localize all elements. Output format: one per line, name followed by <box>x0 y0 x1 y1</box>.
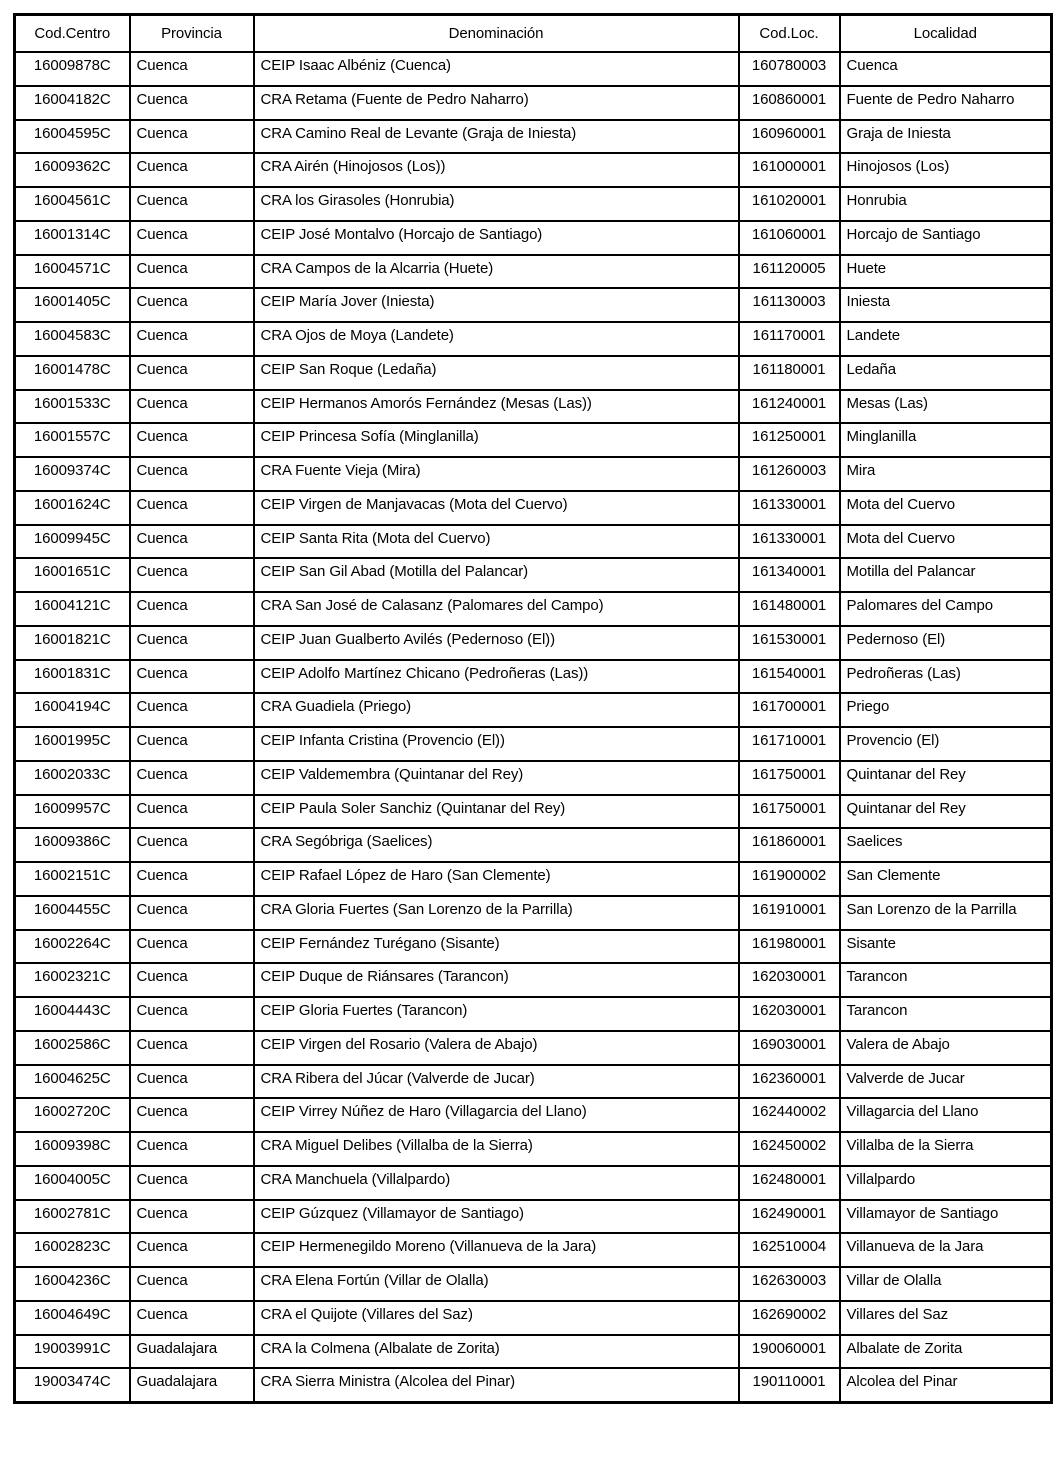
table-row <box>15 828 1052 862</box>
table-cell-cod-loc: 161170001 <box>739 322 840 356</box>
table-cell-cod-loc: 161060001 <box>739 221 840 255</box>
table-cell-localidad: Mira <box>840 457 1052 491</box>
table-cell-denominacion: CEIP José Montalvo (Horcajo de Santiago) <box>254 221 739 255</box>
table-row <box>15 288 1052 322</box>
table-cell-provincia: Cuenca <box>130 1301 254 1335</box>
table-cell-provincia: Cuenca <box>130 795 254 829</box>
table-cell-denominacion: CEIP Gloria Fuertes (Tarancon) <box>254 997 739 1031</box>
table-cell-provincia: Cuenca <box>130 86 254 120</box>
table-cell-cod-centro: 16001533C <box>15 390 130 424</box>
table-cell-cod-centro: 16001995C <box>15 727 130 761</box>
table-cell-cod-loc: 161900002 <box>739 862 840 896</box>
table-cell-denominacion: CEIP Juan Gualberto Avilés (Pedernoso (El)) <box>254 626 739 660</box>
table-cell-cod-centro: 16002321C <box>15 963 130 997</box>
table-cell-denominacion: CEIP María Jover (Iniesta) <box>254 288 739 322</box>
table-cell-provincia: Cuenca <box>130 221 254 255</box>
table-cell-cod-centro: 16009957C <box>15 795 130 829</box>
table-cell-localidad: Villares del Saz <box>840 1301 1052 1335</box>
table-cell-denominacion: CRA Fuente Vieja (Mira) <box>254 457 739 491</box>
table-row <box>15 795 1052 829</box>
table-cell-denominacion: CRA Sierra Ministra (Alcolea del Pinar) <box>254 1368 739 1402</box>
table-cell-cod-centro: 16001557C <box>15 423 130 457</box>
table-cell-localidad: Horcajo de Santiago <box>840 221 1052 255</box>
table-cell-denominacion: CEIP Infanta Cristina (Provencio (El)) <box>254 727 739 761</box>
header-row <box>15 15 1052 53</box>
table-cell-provincia: Cuenca <box>130 423 254 457</box>
table-row <box>15 491 1052 525</box>
table-cell-localidad: Pedroñeras (Las) <box>840 660 1052 694</box>
table-cell-cod-loc: 162440002 <box>739 1098 840 1132</box>
table-cell-provincia: Cuenca <box>130 963 254 997</box>
table-cell-provincia: Cuenca <box>130 997 254 1031</box>
table-cell-cod-loc: 161250001 <box>739 423 840 457</box>
table-cell-localidad: Priego <box>840 693 1052 727</box>
table-cell-provincia: Cuenca <box>130 1132 254 1166</box>
table-cell-cod-centro: 16002264C <box>15 930 130 964</box>
table-cell-localidad: Villalba de la Sierra <box>840 1132 1052 1166</box>
table-cell-cod-centro: 16004595C <box>15 120 130 154</box>
table-cell-localidad: Valverde de Jucar <box>840 1065 1052 1099</box>
table-cell-localidad: Honrubia <box>840 187 1052 221</box>
table-cell-localidad: Hinojosos (Los) <box>840 153 1052 187</box>
table-cell-denominacion: CEIP Hermanos Amorós Fernández (Mesas (Las)) <box>254 390 739 424</box>
table-cell-provincia: Cuenca <box>130 1098 254 1132</box>
table-cell-denominacion: CRA Manchuela (Villalpardo) <box>254 1166 739 1200</box>
table-cell-denominacion: CRA San José de Calasanz (Palomares del Campo) <box>254 592 739 626</box>
table-cell-cod-centro: 16004182C <box>15 86 130 120</box>
table-cell-provincia: Cuenca <box>130 457 254 491</box>
table-cell-cod-loc: 161480001 <box>739 592 840 626</box>
table-cell-cod-centro: 16002151C <box>15 862 130 896</box>
table-cell-cod-loc: 162690002 <box>739 1301 840 1335</box>
table-cell-denominacion: CRA la Colmena (Albalate de Zorita) <box>254 1335 739 1369</box>
table-cell-localidad: Graja de Iniesta <box>840 120 1052 154</box>
table-cell-localidad: Tarancon <box>840 963 1052 997</box>
table-cell-denominacion: CEIP San Roque (Ledaña) <box>254 356 739 390</box>
table-cell-denominacion: CEIP Isaac Albéniz (Cuenca) <box>254 52 739 86</box>
table-cell-cod-centro: 16001314C <box>15 221 130 255</box>
table-cell-denominacion: CEIP San Gil Abad (Motilla del Palancar) <box>254 558 739 592</box>
table-cell-localidad: Villagarcia del Llano <box>840 1098 1052 1132</box>
table-cell-denominacion: CRA Miguel Delibes (Villalba de la Sierra) <box>254 1132 739 1166</box>
schools-table <box>13 13 1053 1404</box>
column-header-provincia: Provincia <box>130 15 254 53</box>
table-cell-cod-loc: 160780003 <box>739 52 840 86</box>
column-header-denominacion: Denominación <box>254 15 739 53</box>
table-cell-localidad: Mota del Cuervo <box>840 525 1052 559</box>
table-cell-cod-centro: 16002781C <box>15 1200 130 1234</box>
table-cell-provincia: Guadalajara <box>130 1335 254 1369</box>
table-cell-denominacion: CRA Segóbriga (Saelices) <box>254 828 739 862</box>
table-row <box>15 86 1052 120</box>
table-row <box>15 525 1052 559</box>
table-cell-localidad: Villanueva de la Jara <box>840 1233 1052 1267</box>
table-cell-denominacion: CEIP Adolfo Martínez Chicano (Pedroñeras (Las)) <box>254 660 739 694</box>
table-row <box>15 1098 1052 1132</box>
table-row <box>15 221 1052 255</box>
table-cell-cod-centro: 16002586C <box>15 1031 130 1065</box>
table-cell-cod-centro: 16001821C <box>15 626 130 660</box>
table-cell-provincia: Cuenca <box>130 1065 254 1099</box>
column-header-localidad: Localidad <box>840 15 1052 53</box>
table-row <box>15 862 1052 896</box>
table-cell-cod-loc: 161530001 <box>739 626 840 660</box>
table-cell-cod-centro: 16009945C <box>15 525 130 559</box>
table-cell-cod-centro: 16004236C <box>15 1267 130 1301</box>
table-cell-provincia: Cuenca <box>130 187 254 221</box>
table-row <box>15 1200 1052 1234</box>
table-cell-cod-loc: 161540001 <box>739 660 840 694</box>
table-cell-denominacion: CEIP Paula Soler Sanchiz (Quintanar del Rey) <box>254 795 739 829</box>
table-cell-cod-centro: 16004625C <box>15 1065 130 1099</box>
table-cell-localidad: Mota del Cuervo <box>840 491 1052 525</box>
table-row <box>15 963 1052 997</box>
table-cell-cod-centro: 19003991C <box>15 1335 130 1369</box>
table-cell-provincia: Cuenca <box>130 862 254 896</box>
table-cell-denominacion: CEIP Rafael López de Haro (San Clemente) <box>254 862 739 896</box>
table-cell-provincia: Cuenca <box>130 592 254 626</box>
table-cell-localidad: Quintanar del Rey <box>840 795 1052 829</box>
table-row <box>15 997 1052 1031</box>
table-cell-cod-loc: 161910001 <box>739 896 840 930</box>
table-cell-cod-loc: 161330001 <box>739 525 840 559</box>
table-cell-cod-centro: 16004649C <box>15 1301 130 1335</box>
table-cell-provincia: Cuenca <box>130 761 254 795</box>
table-cell-cod-centro: 16009362C <box>15 153 130 187</box>
table-cell-provincia: Cuenca <box>130 1031 254 1065</box>
table-row <box>15 52 1052 86</box>
table-cell-cod-centro: 16004194C <box>15 693 130 727</box>
table-cell-localidad: Saelices <box>840 828 1052 862</box>
table-cell-denominacion: CRA Airén (Hinojosos (Los)) <box>254 153 739 187</box>
table-cell-cod-centro: 16009878C <box>15 52 130 86</box>
table-cell-denominacion: CEIP Virgen del Rosario (Valera de Abajo) <box>254 1031 739 1065</box>
table-cell-provincia: Cuenca <box>130 491 254 525</box>
table-row <box>15 390 1052 424</box>
table-row <box>15 930 1052 964</box>
table-cell-localidad: Cuenca <box>840 52 1052 86</box>
table-cell-cod-loc: 161130003 <box>739 288 840 322</box>
table-cell-localidad: Ledaña <box>840 356 1052 390</box>
table-cell-provincia: Cuenca <box>130 626 254 660</box>
table-cell-localidad: San Clemente <box>840 862 1052 896</box>
table-cell-provincia: Cuenca <box>130 1233 254 1267</box>
table-cell-provincia: Cuenca <box>130 153 254 187</box>
table-row <box>15 153 1052 187</box>
table-cell-cod-centro: 16009398C <box>15 1132 130 1166</box>
table-row <box>15 255 1052 289</box>
table-cell-denominacion: CEIP Gúzquez (Villamayor de Santiago) <box>254 1200 739 1234</box>
table-cell-cod-loc: 161700001 <box>739 693 840 727</box>
table-cell-localidad: Palomares del Campo <box>840 592 1052 626</box>
table-cell-localidad: Quintanar del Rey <box>840 761 1052 795</box>
table-cell-denominacion: CRA Camino Real de Levante (Graja de Iniesta) <box>254 120 739 154</box>
table-cell-cod-centro: 16001405C <box>15 288 130 322</box>
table-cell-provincia: Cuenca <box>130 660 254 694</box>
table-cell-localidad: Albalate de Zorita <box>840 1335 1052 1369</box>
table-cell-localidad: Landete <box>840 322 1052 356</box>
table-row <box>15 1065 1052 1099</box>
table-cell-cod-loc: 161710001 <box>739 727 840 761</box>
table-row <box>15 693 1052 727</box>
table-cell-localidad: Mesas (Las) <box>840 390 1052 424</box>
table-cell-cod-centro: 16002823C <box>15 1233 130 1267</box>
table-row <box>15 423 1052 457</box>
table-row <box>15 1368 1052 1402</box>
table-cell-cod-loc: 161120005 <box>739 255 840 289</box>
column-header-cod-centro: Cod.Centro <box>15 15 130 53</box>
table-row <box>15 761 1052 795</box>
table-cell-localidad: Provencio (El) <box>840 727 1052 761</box>
table-cell-denominacion: CRA Elena Fortún (Villar de Olalla) <box>254 1267 739 1301</box>
table-body <box>15 52 1052 1403</box>
table-row <box>15 1267 1052 1301</box>
table-cell-localidad: Iniesta <box>840 288 1052 322</box>
table-cell-localidad: Tarancon <box>840 997 1052 1031</box>
table-cell-denominacion: CRA Gloria Fuertes (San Lorenzo de la Parrilla) <box>254 896 739 930</box>
table-cell-localidad: Minglanilla <box>840 423 1052 457</box>
table-cell-denominacion: CEIP Virrey Núñez de Haro (Villagarcia del Llano) <box>254 1098 739 1132</box>
table-cell-cod-loc: 161180001 <box>739 356 840 390</box>
table-row <box>15 1031 1052 1065</box>
table-cell-provincia: Cuenca <box>130 356 254 390</box>
table-cell-denominacion: CRA Retama (Fuente de Pedro Naharro) <box>254 86 739 120</box>
table-cell-provincia: Cuenca <box>130 288 254 322</box>
table-cell-denominacion: CRA Ojos de Moya (Landete) <box>254 322 739 356</box>
table-row <box>15 896 1052 930</box>
table-cell-denominacion: CRA Guadiela (Priego) <box>254 693 739 727</box>
table-cell-cod-loc: 162450002 <box>739 1132 840 1166</box>
table-cell-localidad: Alcolea del Pinar <box>840 1368 1052 1402</box>
table-cell-provincia: Cuenca <box>130 390 254 424</box>
table-cell-provincia: Cuenca <box>130 1166 254 1200</box>
table-cell-localidad: Villalpardo <box>840 1166 1052 1200</box>
table-cell-provincia: Cuenca <box>130 120 254 154</box>
table-cell-denominacion: CEIP Valdemembra (Quintanar del Rey) <box>254 761 739 795</box>
table-cell-cod-centro: 16004571C <box>15 255 130 289</box>
table-row <box>15 1166 1052 1200</box>
table-row <box>15 1233 1052 1267</box>
table-cell-cod-loc: 162030001 <box>739 997 840 1031</box>
table-cell-cod-loc: 162360001 <box>739 1065 840 1099</box>
table-cell-denominacion: CRA los Girasoles (Honrubia) <box>254 187 739 221</box>
table-cell-provincia: Cuenca <box>130 525 254 559</box>
table-cell-provincia: Cuenca <box>130 693 254 727</box>
table-cell-cod-centro: 16004455C <box>15 896 130 930</box>
table-cell-cod-loc: 161980001 <box>739 930 840 964</box>
table-cell-cod-centro: 16009386C <box>15 828 130 862</box>
table-cell-cod-centro: 16004561C <box>15 187 130 221</box>
table-cell-cod-loc: 161750001 <box>739 761 840 795</box>
table-cell-cod-loc: 160960001 <box>739 120 840 154</box>
table-cell-localidad: Villar de Olalla <box>840 1267 1052 1301</box>
table-cell-cod-loc: 161240001 <box>739 390 840 424</box>
table-cell-cod-loc: 161340001 <box>739 558 840 592</box>
table-cell-cod-loc: 169030001 <box>739 1031 840 1065</box>
table-cell-provincia: Cuenca <box>130 322 254 356</box>
table-row <box>15 626 1052 660</box>
table-cell-cod-loc: 162480001 <box>739 1166 840 1200</box>
table-cell-denominacion: CEIP Hermenegildo Moreno (Villanueva de la Jara) <box>254 1233 739 1267</box>
table-cell-provincia: Cuenca <box>130 558 254 592</box>
table-row <box>15 660 1052 694</box>
table-cell-localidad: Villamayor de Santiago <box>840 1200 1052 1234</box>
table-row <box>15 1301 1052 1335</box>
table-cell-denominacion: CRA el Quijote (Villares del Saz) <box>254 1301 739 1335</box>
table-cell-cod-loc: 162030001 <box>739 963 840 997</box>
table-row <box>15 558 1052 592</box>
table-cell-cod-centro: 16002033C <box>15 761 130 795</box>
table-row <box>15 322 1052 356</box>
table-cell-cod-centro: 16004005C <box>15 1166 130 1200</box>
table-cell-cod-loc: 161260003 <box>739 457 840 491</box>
table-cell-localidad: Valera de Abajo <box>840 1031 1052 1065</box>
table-row <box>15 457 1052 491</box>
table-cell-localidad: Motilla del Palancar <box>840 558 1052 592</box>
table-cell-cod-centro: 16004121C <box>15 592 130 626</box>
table-cell-provincia: Cuenca <box>130 727 254 761</box>
table-cell-cod-centro: 16001478C <box>15 356 130 390</box>
table-row <box>15 1132 1052 1166</box>
table-cell-denominacion: CRA Ribera del Júcar (Valverde de Jucar) <box>254 1065 739 1099</box>
table-cell-localidad: Huete <box>840 255 1052 289</box>
table-row <box>15 727 1052 761</box>
table-cell-cod-centro: 19003474C <box>15 1368 130 1402</box>
table-cell-localidad: Fuente de Pedro Naharro <box>840 86 1052 120</box>
table-row <box>15 120 1052 154</box>
table-cell-denominacion: CEIP Princesa Sofía (Minglanilla) <box>254 423 739 457</box>
table-cell-cod-centro: 16009374C <box>15 457 130 491</box>
table-cell-denominacion: CEIP Duque de Riánsares (Tarancon) <box>254 963 739 997</box>
table-cell-denominacion: CEIP Virgen de Manjavacas (Mota del Cuervo) <box>254 491 739 525</box>
table-cell-denominacion: CEIP Santa Rita (Mota del Cuervo) <box>254 525 739 559</box>
table-cell-provincia: Cuenca <box>130 52 254 86</box>
table-cell-cod-loc: 161750001 <box>739 795 840 829</box>
table-cell-provincia: Guadalajara <box>130 1368 254 1402</box>
table-cell-provincia: Cuenca <box>130 828 254 862</box>
table-cell-cod-loc: 160860001 <box>739 86 840 120</box>
table-row <box>15 592 1052 626</box>
table-cell-cod-centro: 16001651C <box>15 558 130 592</box>
table-cell-cod-loc: 162490001 <box>739 1200 840 1234</box>
table-cell-localidad: Pedernoso (El) <box>840 626 1052 660</box>
table-cell-cod-loc: 190060001 <box>739 1335 840 1369</box>
table-cell-cod-loc: 161000001 <box>739 153 840 187</box>
table-cell-provincia: Cuenca <box>130 1200 254 1234</box>
table-cell-localidad: Sisante <box>840 930 1052 964</box>
table-cell-cod-loc: 162630003 <box>739 1267 840 1301</box>
table-cell-provincia: Cuenca <box>130 1267 254 1301</box>
table-cell-provincia: Cuenca <box>130 255 254 289</box>
table-cell-provincia: Cuenca <box>130 930 254 964</box>
column-header-cod-loc: Cod.Loc. <box>739 15 840 53</box>
table-cell-denominacion: CRA Campos de la Alcarria (Huete) <box>254 255 739 289</box>
table-cell-cod-loc: 161860001 <box>739 828 840 862</box>
table-row <box>15 356 1052 390</box>
table-cell-cod-loc: 161330001 <box>739 491 840 525</box>
table-cell-cod-loc: 162510004 <box>739 1233 840 1267</box>
table-cell-cod-centro: 16002720C <box>15 1098 130 1132</box>
table-cell-localidad: San Lorenzo de la Parrilla <box>840 896 1052 930</box>
table-cell-denominacion: CEIP Fernández Turégano (Sisante) <box>254 930 739 964</box>
table-row <box>15 187 1052 221</box>
table-cell-cod-centro: 16001624C <box>15 491 130 525</box>
table-cell-cod-loc: 161020001 <box>739 187 840 221</box>
table-cell-cod-centro: 16001831C <box>15 660 130 694</box>
table-cell-cod-centro: 16004443C <box>15 997 130 1031</box>
table-cell-cod-loc: 190110001 <box>739 1368 840 1402</box>
table-row <box>15 1335 1052 1369</box>
table-cell-cod-centro: 16004583C <box>15 322 130 356</box>
table-cell-provincia: Cuenca <box>130 896 254 930</box>
